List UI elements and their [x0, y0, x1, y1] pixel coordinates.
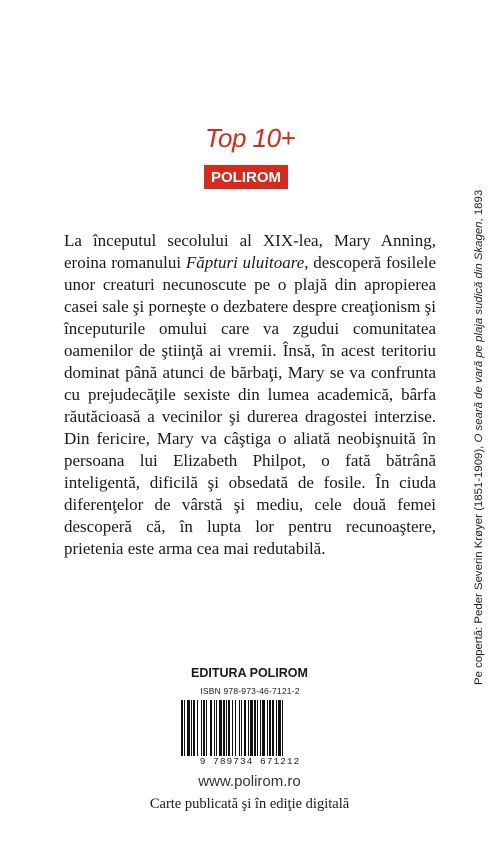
series-logo: Top 10+	[205, 123, 296, 153]
blurb-text-start: La începutul secolului al XIX-lea, Mary Anning, eroina romanului	[64, 231, 436, 272]
cover-credit	[473, 189, 487, 685]
credit-suffix: , 1893	[473, 189, 485, 222]
novel-title: Făpturi uluitoare	[185, 253, 305, 272]
barcode-digits: 9 789734 671212	[199, 756, 301, 767]
painting-title: O seară de vară pe plaja sudică din Skagen	[473, 221, 485, 443]
blurb-text-rest: , descoperă fosilele unor creaturi necunoscute pe o plajă din apropierea casei sale şi porneşte o dezbatere despre creaţionism şi începuturile omului care va zgudui comunitatea oamenilor de ştiinţă ai vremii. Însă, în acest teritoriu dominat până atunci de bărbaţi, Mary se va confrunta cu prejudecăţile sexiste din lumea academică, bârfa răutăcioasă a vecinilor şi durerea dragostei interzise. Din fericire, Mary va câştiga o aliată neobişnuită în persoana lui Elizabeth Philpot, o fată bătrână inteligentă, dificilă şi obsedată de fosile. În ciuda diferenţelor de vârstă şi mediu, cele două femei descoperă că, în lupta lor pentru recunoaştere, prietenia este arma cea mai redutabilă.	[64, 253, 437, 558]
digital-edition-note: Carte publicată şi în ediţie digitală	[149, 796, 350, 812]
website: www.polirom.ro	[198, 773, 301, 790]
isbn: ISBN 978-973-46-7121-2	[200, 686, 300, 696]
credit-prefix: Pe copertă: Peder Severin Krøyer (1851-1909),	[473, 442, 485, 685]
publisher-badge: POLIROM	[204, 165, 288, 189]
barcode	[179, 700, 321, 758]
book-blurb	[64, 230, 436, 560]
publisher-name: EDITURA POLIROM	[191, 666, 308, 680]
barcode-block	[175, 686, 325, 770]
